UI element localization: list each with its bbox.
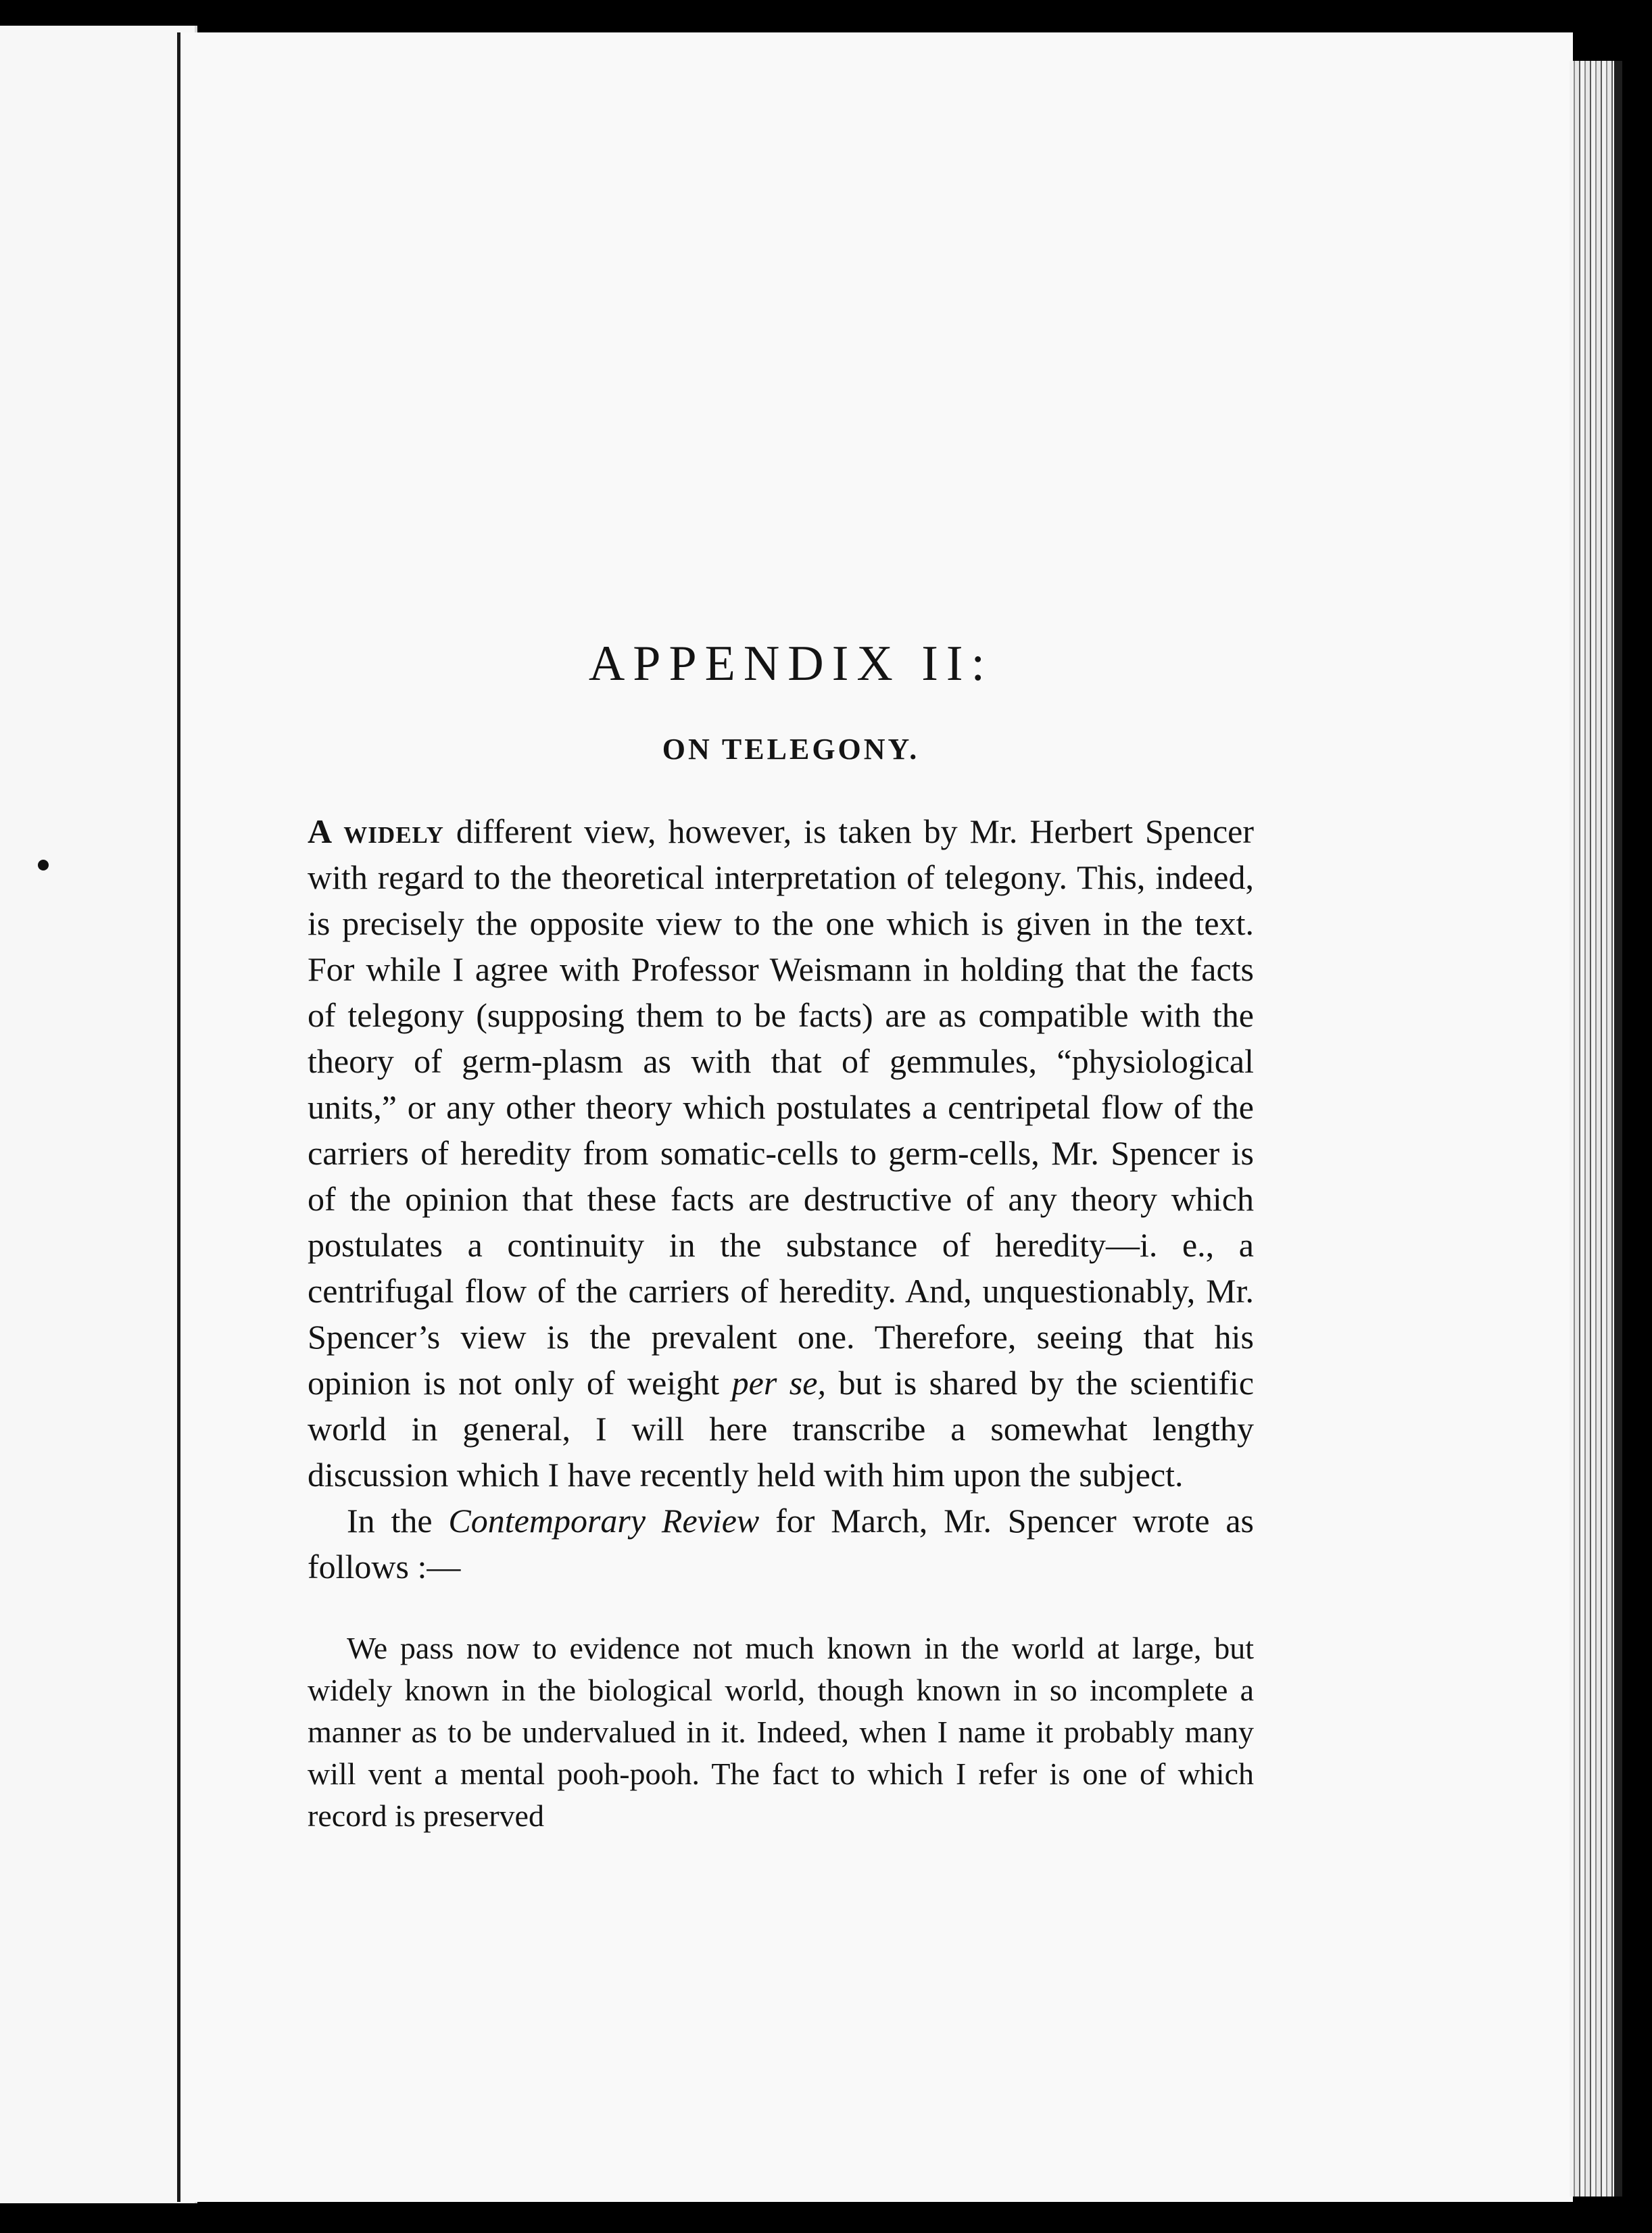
ink-dot: [38, 860, 49, 870]
italic-phrase: per se,: [731, 1364, 826, 1402]
body-paragraph-2: [308, 1498, 1254, 1590]
paragraph-end: for March, Mr. Spencer wrote as follows :—: [308, 1502, 1255, 1586]
body-paragraph-1: [308, 808, 1254, 1498]
book-cover-edge: [1614, 61, 1622, 2197]
facing-page: [0, 26, 197, 2203]
paragraph-start: In the: [347, 1502, 433, 1540]
paragraph-text: different view, however, is taken by Mr. Herbert Spencer with regard to the theoretical interpretation of telegony. This, indeed, is precisely the opposite view to the one which is given in the text. For while I agree with Professor Weismann in holding that the facts of telegony (supposing them to be facts) are as compatible with the theory of germ-plasm as with that of gemmules, “physiological units,” or any other theory which postulates a centripetal flow of the carriers of heredity from somatic-cells to germ-cells, Mr. Spencer is of the opinion that these facts are destructive of any theory which postulates a continuity in the substance of heredity—i. e., a centrifugal flow of the carriers of heredity. And, unquestionably, Mr. Spencer’s view is the prevalent one. Therefore, seeing that his opinion is not only of weight: [308, 812, 1255, 1402]
paragraph-text-end: but is shared by the scientific world in general, I will here transcribe a somewhat lengthy discussion which I have recently held with him upon the subject.: [308, 1364, 1255, 1494]
quoted-passage: We pass now to evidence not much known in the world at large, but widely known in the biological world, though known in so incomplete a manner as to be undervalued in it. Indeed, when I name it probably many will vent a mental pooh-pooh. The fact to which I refer is one of which record is preserved: [308, 1631, 1254, 1833]
page-edges: [1570, 61, 1622, 2197]
journal-title: Contemporary Review: [448, 1502, 760, 1540]
section-title: ON TELEGONY.: [662, 733, 920, 766]
page-content: [308, 635, 1254, 1837]
appendix-title: APPENDIX II:: [588, 636, 994, 691]
paragraph-lead-word: A widely: [308, 812, 444, 850]
